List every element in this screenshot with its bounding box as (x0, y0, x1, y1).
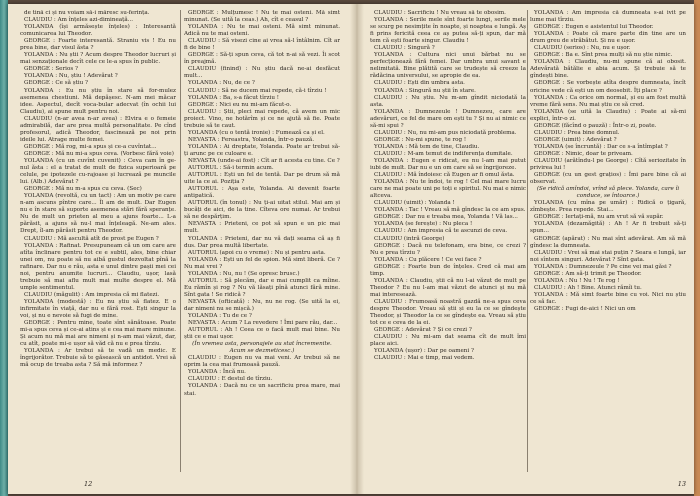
script-paragraph: YOLANDA : Ar trebui să te vadă un medic. E îngrijorător. Trebuie să te găsească un antidot. Vrei să mă ocup de treaba asta ? Să mă informez ? (20, 348, 176, 369)
script-paragraph: NEVASTA (unde-ai fost) : Cît ar fi acesta cu tine. Ce ? (188, 157, 340, 164)
script-paragraph: GEORGE (apărat) : Nu mai sînt adevărat. Am să mă gîndesc la dumneata. (530, 235, 686, 249)
script-paragraph: YOLANDA : Ești un fel de spion. Mă simt liberă. Ce ? Nu mai vrei ? (184, 256, 340, 270)
script-paragraph: YOLANDA : Mă simt foarte bine cu voi. Nici nu știu ce să fac. (530, 291, 686, 305)
script-paragraph: CLAUDIU (finind) : Nu știu dacă ne-ai desfăcut mult... (184, 66, 340, 80)
script-paragraph: GEORGE : Să-ți spun ceva, că tot n-ai să vezi. Îi scot în preajmă. (184, 52, 340, 66)
script-paragraph: AUTORUL : Ești un fel de tentă. Dar pe drum să mă uite la ce ai. Poziția ? (184, 172, 340, 186)
book-gutter (350, 4, 364, 494)
script-paragraph: YOLANDA : Cu plăcere ! Ce vei face ? (374, 256, 482, 263)
script-paragraph: CLAUDIU : Sacrificiu ! Nu vreau să te obosim. (374, 10, 506, 16)
script-paragraph: CLAUDIU : Prea bine domnul. (534, 129, 620, 136)
script-paragraph: (În vremea asta, personajele au stat încremenite. Acum se dezmeticesc.) (192, 341, 332, 355)
script-paragraph: CLAUDIU : Să ne ducem mai repede, că-i tîrziu ! (188, 87, 327, 94)
script-paragraph: YOLANDA : Claudiu, nu-mi spune că ai obosit. Adevărată bătălie e abia acum. Și trebuie să te gîndești bine. (530, 59, 686, 80)
script-paragraph: CLAUDIU : Nu, nu mi-am pus niciodată problema. (374, 129, 517, 136)
script-paragraph: YOLANDA : Prieteni, dar nu vă dați seama că aș fi dus. Dar prea multă libertate. (184, 235, 340, 249)
script-paragraph: GEORGE : Foarte bun de înțeles. Cred că mai am timp. (370, 263, 526, 277)
script-paragraph: YOLANDA : Eu nu știu în stare să for-mulez asemenea chestiuni. Mă depășesc. N-am mei măcar idee. Aspectul, decît voca-bular adecvat (în ochii lui Claudiu), ai spune mult pentru noi. (20, 87, 176, 115)
script-paragraph: YOLANDA (cu mîna pe umăr) : Ridică o țigară, zîmbește. Prea repede. Stai... (530, 200, 686, 214)
script-paragraph: GEORGE : Nimic, doar te priveam. (534, 150, 633, 157)
script-paragraph: CLAUDIU : Am impresia că te ascunzi de ceva. (374, 228, 508, 235)
page-number-right: 13 (677, 480, 686, 488)
script-paragraph: GEORGE : Serios ? (24, 66, 78, 73)
script-paragraph: CLAUDIU (intră George) (374, 235, 445, 242)
page-number-left: 12 (84, 480, 93, 488)
script-paragraph: YOLANDA : Cultura nici unui bărbat nu se perfecționează fără femei. Dar umbra unui savant e nelimitată. Bine plătită care se trudește să creeze la rădăcina universului, se apropie de ea. (370, 52, 526, 80)
script-paragraph: CLAUDIU : Mă ascultă atît de prost pe Eugen ? (24, 235, 159, 242)
script-paragraph: CLAUDIU : Nu știu. Nu m-am gîndit niciodată la asta. (370, 94, 526, 108)
script-paragraph: YOLANDA : Mă tem de tine, Claudiu. (374, 143, 480, 150)
script-paragraph: GEORGE : Mă rog, mi-a spus și ce-a cuvîntat... (24, 143, 157, 150)
script-paragraph: YOLANDA : Nu, nu ! (Se opresc brusc.) (188, 270, 300, 277)
script-paragraph: YOLANDA : Ai dreptate, Yolanda. Poate ar trebui să-ți arunc pe ce culoare e. (184, 143, 340, 157)
column-separator (180, 10, 181, 472)
script-paragraph: CLAUDIU : Ah ! Bine. Atunci rămîi tu. (534, 284, 642, 291)
script-paragraph: GEORGE : Dar nu e treaba mea, Yolanda ! Vă las... (374, 214, 518, 221)
script-paragraph: YOLANDA (modestă) : Eu nu știu să flatez. E o infirmitate în viață, dar nu e fără rost. Ești singur la voi, și nu e nevoie să fugi de mine. (20, 298, 176, 320)
script-paragraph: NEVASTA : Fereastra, Yolanda, într-o pauză. (188, 136, 315, 143)
script-paragraph: GEORGE : Mă nu mi-a spus ceva. (Vorbesc fără voie) (24, 150, 174, 157)
script-paragraph: CLAUDIU (n-ar avea n-ar avea) : Elvira e o femeie admirabilă, dar are prea multă personalitate. Pe cînd profesorul, adică Theodor, fascinează pe noi prin ideile lui. Atrage multe femei. (20, 115, 176, 143)
script-paragraph: YOLANDA (se uită la Claudiu) : Poate ai să-mi explici, într-o zi. (530, 108, 686, 122)
script-paragraph: YOLANDA : Serile mele sînt foarte lungi, serile mele se scurg pe nesimțite în noapte, și noaptea e lungă. Aș fi prins fericită ceea ce aș putea să-ți spun, dar mă tem că ești foarte singur. Claudiu ! (370, 17, 526, 45)
script-paragraph: YOLANDA : Dacă nu ce un sacrificiu prea mare, mai stai. (184, 383, 340, 397)
script-paragraph: YOLANDA : Poate că mare parte din tine are un drum greu de străbătut. Și nu e ușor. (530, 31, 686, 45)
script-paragraph: YOLANDA : Ca orice om normal, și eu am fost multă vreme fără sens. Nu mai știu ce să cred. (530, 94, 686, 108)
book-cover-edge-right (694, 0, 700, 496)
script-paragraph: GEORGE : Ce să știu ? (24, 80, 88, 87)
page-left-column-2 (184, 10, 340, 472)
script-paragraph: CLAUDIU : Mă îndoiesc că Eugen ar fi omul ăsta. (374, 172, 515, 179)
script-paragraph: YOLANDA (ușor) : Dar pe oameni ? (374, 348, 474, 355)
script-paragraph: CLAUDIU (uimit) : Yolanda ! (374, 200, 455, 207)
page-left (20, 10, 346, 488)
script-paragraph: NEVASTA : Prieteni, ce pot să spun e un pic mai mult. (184, 221, 340, 235)
script-paragraph: AUTORUL : Să plecăm, dar e mai cumplit ca mîine. Eu rămîn și rog ? Nu vă lăsați pînă atunci fără mine. Sînt gata ! Se ridică ? (184, 277, 340, 298)
script-paragraph: de tină ci și nu voiam să-i măresc su-ferința. (24, 10, 150, 16)
script-paragraph: YOLANDA : Ba, s-a făcut tîrziu ! (188, 94, 280, 101)
script-paragraph: GEORGE : Fugi de-aici ! Nici un om (534, 305, 636, 312)
script-paragraph: GEORGE (cu un gest grațios) : Îmi pare bine că ai observat. (530, 172, 686, 186)
script-paragraph: GEORGE (făcînd o pauză) : Într-o zi, poate. (534, 122, 657, 129)
script-paragraph: CLAUDIU (serios) : Nu, nu e ușor. (534, 45, 631, 52)
script-paragraph: YOLANDA : Am impresia că dumneata s-ai ivit pe lume mai tîrziu. (530, 10, 686, 24)
script-paragraph: GEORGE : Dacă nu telefonam, era bine, ce crezi ? Nu e prea tîrziu ? (370, 242, 526, 256)
script-paragraph: GEORGE : Am să-ți trimit pe Theodor. (534, 270, 642, 277)
script-paragraph: GEORGE : Nu-mi spune, te rog ! (374, 136, 467, 143)
script-paragraph: GEORGE : Pentru mine, toate sînt sănătoase. Poate mi-a spus ceva și ce-ai atins și e cea mai mare minune. Și acum nu mă mai are nimeni și n-am mai văzut, dar, cu atît, poate mi-e ușor să văd că nu e prea tîrziu. (20, 320, 176, 348)
script-paragraph: YOLANDA : Nu, de ce ? (188, 80, 255, 87)
script-paragraph: YOLANDA : Tu de ce ? (188, 313, 252, 320)
book-cover-edge-left (0, 0, 8, 496)
script-paragraph: YOLANDA : Încă nu. (188, 369, 246, 376)
script-paragraph: GEORGE : Ba e. Sînt prea mulți să nu știe nimic. (534, 52, 673, 59)
script-paragraph: GEORGE (uimit) : Adevărat ? (534, 136, 617, 143)
script-paragraph: CLAUDIU : Ești din umbra asta. (374, 80, 465, 87)
script-paragraph: YOLANDA : Nu te îndoi, te rog ! Cel mai mare lucru care ne mai poate uni pe toți e spiritul. Nu mai e nimic altceva. (370, 179, 526, 200)
script-paragraph: YOLANDA : Nu te mai osteni. Mă simt minunat. Adică nu te mai osteni. (184, 24, 340, 38)
script-paragraph: YOLANDA : Dumnezeule ! Dumnezeu, care are adevăruri, ce fel de mare om ești tu ? Și nu ai nimic ce să-mi spui ? (370, 108, 526, 129)
script-paragraph: YOLANDA (cu o tentă ironie) : Fumează ca și el. (188, 129, 325, 136)
script-paragraph: CLAUDIU : Frumoasă noastră gazdă ne-a spus ceva despre Theodor. Vreau să știi și eu la ce se gîndește Theodor, și Theodor la ce se gîndește ea. Vreau să știu tot ce e ceva de la ei. (370, 298, 526, 327)
script-paragraph: AUTORUL : Așa este, Yolanda. Ai devenit foarte antipatică. (184, 186, 340, 200)
script-paragraph: CLAUDIU (arătîndu-l pe George) : Cîtă seriozitate în privirea lui ! (530, 157, 686, 172)
script-paragraph: CLAUDIU : Singură ? (374, 45, 435, 52)
script-paragraph: CLAUDIU (măgulit) : Am impresia că mi flatezi. (24, 291, 160, 298)
script-paragraph: YOLANDA : Nu ! Nu ! Te rog ! (534, 277, 620, 284)
page-right (370, 10, 688, 488)
page-right-column-2 (530, 10, 686, 472)
script-paragraph: YOLANDA (cu un cuvînt cuvenit) : Ceva cam în ge-nul ăsta : el a tratat de mult de fizica superioară pe celule, pe ipotezele cu-rajoase și lucrează pe muncile lui. (Alb.) Adevărat ? (20, 157, 176, 186)
script-paragraph: YOLANDA : Dumnezeule ? Pe cine vei mai găsi ? (534, 263, 672, 270)
script-paragraph: CLAUDIU : Nu mi-am dat seama cît de mult îmi place aici. (370, 334, 526, 348)
script-paragraph: GEORGE : Iertați-mă, nu am vrut să vă supăr. (534, 214, 664, 221)
script-paragraph: YOLANDA (se ferește) : Nu pleca ! (374, 221, 473, 228)
page-right-column-1 (370, 10, 526, 472)
script-paragraph: GEORGE : Eugen e asistentul lui Theodor. (534, 24, 654, 31)
script-paragraph: YOLANDA (dezamăgită) : Ah ! Ar fi trebuit să-ți spun... (530, 221, 686, 235)
script-paragraph: GEORGE : Nici eu nu mi-am făcut-o. (188, 101, 292, 108)
script-paragraph: NEVASTA (ofticată) : Nu, nu ne rog. (Se uită la ei, dar nimeni nu se mișcă.) (184, 298, 340, 312)
script-paragraph: YOLANDA : Claudiu, știi că nu l-ai văzut de mult pe Theodor ? Eu nu l-am mai văzut de atunci și nu mă mai interesează. (370, 277, 526, 298)
script-paragraph: GEORGE : Mulțumesc ! Nu te mai osteni. Mă simt minunat. (Se uită la ceas.) Ah, cît e ceasul ? (184, 10, 340, 24)
script-paragraph: CLAUDIU : Știi, pleci mai repede, că avem un mic proiect. Vino, ne hotărîm și ce ne ajută să fie. Poate trebuie să te caut. (184, 108, 340, 129)
book-spread (8, 4, 694, 494)
script-paragraph: CLAUDIU : Să visezi cine ai vrea să-l întâlnim. Cît ar fi de bine ! (184, 38, 340, 52)
script-paragraph: CLAUDIU : E destul de tîrziu. (188, 376, 273, 383)
script-paragraph: YOLANDA (își armăsește înțeles) : Interesantă comunicarea lui Theodor. (20, 24, 176, 38)
script-paragraph: AUTORUL : Să-i termin acum. (188, 165, 274, 172)
script-paragraph: CLAUDIU : Vrei să mai stai puțin ? Seara e lungă, iar noi sîntem singuri. Adevărat ? Sînt gata. (530, 249, 686, 263)
script-paragraph: YOLANDA : Singură nu știi în stare. (374, 87, 476, 94)
script-paragraph: CLAUDIU : Eugen nu va mai veni. Ar trebui să ne oprim la cea mai frumoasă pauză. (184, 355, 340, 369)
script-paragraph: YOLANDA : Nu știi ? Acum despre Theodor lucruri și mai senzaționale decît cele ce le-a spus în public. (20, 52, 176, 66)
script-paragraph: YOLANDA : Nu, știu ! Adevărat ? (24, 73, 118, 80)
script-paragraph: YOLANDA : Rafinat. Presupuneam că un om care are atîta înclinare pentru tot ce e subtil, ales, bine chiar unei om, nu poate să nu aibă gustul dezvoltat pînă la rafinare. Dar nu e rău, asta e unul dintre pașii mei cei noi, pentru anumite lucruri... Claudiu, ușor, lasă trebuie să mai aflu mult mai multe despre el. Mă umple sentimentul. (20, 242, 176, 291)
script-paragraph: AUTORUL (în tonul) : Nu ți-ai uitat stilul. Mai am și bucăți de aici, de la tine. Cîteva ore numai. Ar trebui să ne despărțim. (184, 200, 340, 221)
script-paragraph: CLAUDIU : Am înțeles azi-dimineață... (24, 17, 134, 24)
script-paragraph: YOLANDA (revoltă, cu un tact) : Am un motiv pe care n-am ascuns pîntre care... Îl am de mult. Dar Eugen nu e în stare să suporte asemenea stări fără speranțe. Nu de mult un prieten al meu a ajuns foarte... L-a părăsit, a ajuns să nu-l mai înțeleagă. Ne-am ales. Drept, îl-am părăsit pentru Theodor. (20, 193, 176, 235)
script-paragraph: YOLANDA : Eugen e ridicat, eu nu l-am mai putut iubi de mult. Dar nu e un om care să se îngrijoreze. (370, 157, 526, 172)
script-paragraph: AUTORUL (apoi cu o vreme) : Nu și pentru asta. (188, 249, 326, 256)
script-paragraph: (Se ridică amîndoi, vrînd să plece. Yolanda, care îi conduce, se întoarce.) (536, 186, 680, 200)
script-paragraph: NEVASTA : Acum ? La revedere ! Îmi pare rău, dar... (188, 320, 338, 327)
script-paragraph: GEORGE : Mă nu m-a spus cu ceva. (Sec) (24, 186, 142, 193)
page-left-column-1 (20, 10, 176, 472)
script-paragraph: CLAUDIU : Mai e timp, mai vedem. (374, 355, 475, 362)
column-separator (527, 10, 528, 472)
script-paragraph: YOLANDA (se încruntă) : Dar ce s-a întîmplat ? (534, 143, 668, 150)
script-paragraph: GEORGE : Foarte interesantă. Straniu vis ! Eu nu prea bine, dar visul ăsta ? (20, 38, 176, 52)
script-paragraph: YOLANDA : Tac ! Vreau să mă gîndesc la ce am spus. (374, 207, 526, 214)
script-paragraph: GEORGE : Adevărat ? Și ce crezi ? (374, 327, 472, 334)
script-paragraph: CLAUDIU : M-am temut de indiferența dumitale. (374, 150, 513, 157)
script-paragraph: AUTORUL : Ah ! Ceea ce o facă mult mai bine. Nu știi ce e mai ușor. (184, 327, 340, 341)
script-paragraph: GEORGE : Se vorbește atîta despre dumneata, încît oricine vede că ești un om deosebit. Îți place ? (530, 80, 686, 94)
